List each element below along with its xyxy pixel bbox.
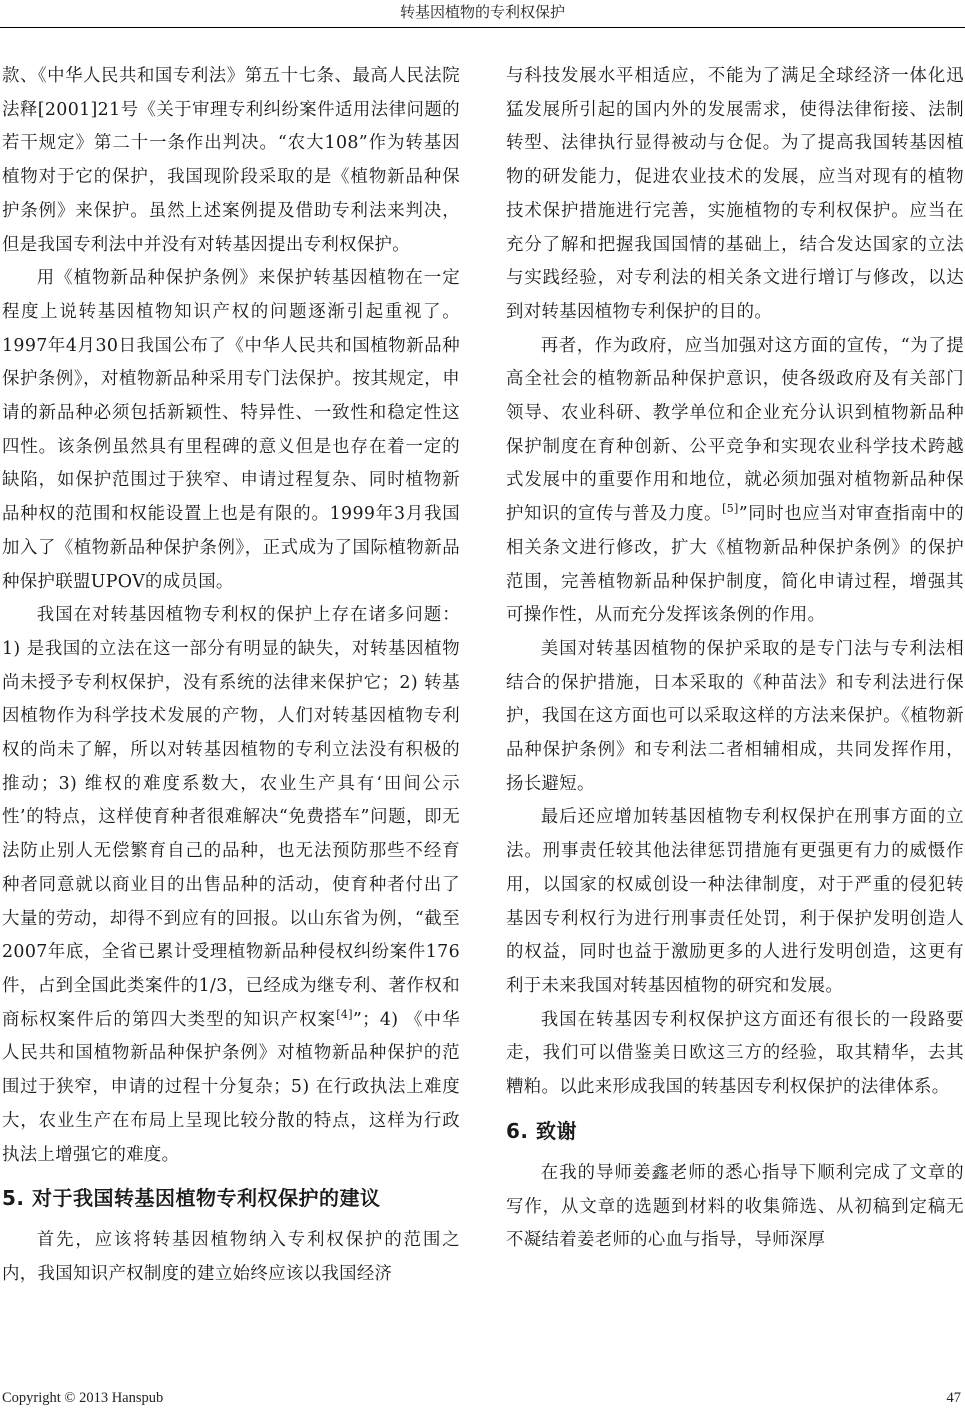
left-paragraph-3-text-a: 我国在对转基因植物专利权的保护上存在诸多问题：1) 是我国的立法在这一部分有明显的缺失，对转基因植物尚未授予专利权保护，没有系统的法律来保护它；2) 转基因植物作为科学技术发展的产物，人们对转基因植物专利权的尚未了解，所以对转基因植物的专利立法没有积极的推动；3) 维权的难度系数大，农业生产具有‘田间公示性’的特点，这样使育种者很难解决“免费搭车”问题，即无法防止别人无偿繁育自己的品种，也无法预防那些不经育种者同意就以商业目的出售品种的活动，使育种者付出了大量的劳动，却得不到应有的回报。以山东省为例，“截至2007年底，全省已累计受理植物新品种侵权纠纷案件176件，占到全国此类案件的1/3，已经成为继专利、著作权和商标权案件后的第四大类型的知识产权案 — [2, 605, 460, 1030]
header-rule — [0, 27, 965, 28]
right-paragraph-2-text-a: 再者，作为政府，应当加强对这方面的宣传，“为了提高全社会的植物新品种保护意识，使各级政府及有关部门领导、农业科研、教学单位和企业充分认识到植物新品种保护制度在育种创新、公平竞争和实现农业科学技术跨越式发展中的重要作用和地位，就必须加强对植物新品种保护知识的宣传与普及力度。 — [506, 335, 964, 525]
right-paragraph-6: 在我的导师姜鑫老师的悉心指导下顺利完成了文章的写作，从文章的选题到材料的收集筛选、从初稿到定稿无不凝结着姜老师的心血与指导，导师深厚 — [506, 1162, 964, 1251]
page-footer — [0, 1390, 965, 1414]
running-header-title: 转基因植物的专利权保护 — [399, 3, 565, 21]
left-paragraph-2: 用《植物新品种保护条例》来保护转基因植物在一定程度上说转基因植物知识产权的问题逐渐引起重视了。1997年4月30日我国公布了《中华人民共和国植物新品种保护条例》，对植物新品种采用专门法保护。按其规定，申请的新品种必须包括新颖性、特异性、一致性和稳定性这四性。该条例虽然具有里程碑的意义但是也存在着一定的缺陷，如保护范围过于狭窄、申请过程复杂、同时植物新品种权的范围和权能设置上也是有限的。1999年3月我国加入了《植物新品种保护条例》，正式成为了国际植物新品种保护联盟UPOV的成员国。 — [2, 268, 460, 592]
left-paragraph-3-text-b: ”；4) 《中华人民共和国植物新品种保护条例》对植物新品种保护的范围过于狭窄，申请的过程十分复杂；5) 在行政执法上难度大，农业生产在布局上呈现比较分散的特点，这样为行政执法上增强它的难度。 — [2, 1009, 460, 1165]
right-paragraph-2 — [506, 330, 964, 633]
footer-page-number: 47 — [946, 1390, 961, 1406]
section-6-heading: 6. 致谢 — [506, 1118, 577, 1143]
left-paragraph-3 — [2, 599, 460, 1172]
right-paragraph-2-text-b: ”同时也应当对审查指南中的相关条文进行修改，扩大《植物新品种保护条例》的保护范围，完善植物新品种保护制度，简化申请过程，增强其可操作性，从而充分发挥该条例的作用。 — [506, 504, 964, 626]
right-paragraph-1: 与科技发展水平相适应，不能为了满足全球经济一体化迅猛发展所引起的国内外的发展需求，使得法律衔接、法制转型、法律执行显得被动与仓促。为了提高我国转基因植物的研发能力，促进农业技术的发展，应当对现有的植物技术保护措施进行完善，实施植物的专利权保护。应当在充分了解和把握我国国情的基础上，结合发达国家的立法与实践经验，对专利法的相关条文进行增订与修改，以达到对转基因植物专利保护的目的。 — [506, 66, 964, 322]
right-paragraph-5: 我国在转基因专利权保护这方面还有很长的一段路要走，我们可以借鉴美日欧这三方的经验，取其精华，去其糟粕。以此来形成我国的转基因专利权保护的法律体系。 — [506, 1009, 964, 1098]
citation-4: [4] — [336, 1007, 353, 1021]
right-column — [506, 60, 964, 1258]
running-header — [0, 0, 965, 26]
right-paragraph-3: 美国对转基因植物的保护采取的是专门法与专利法相结合的保护措施，日本采取的《种苗法》和专利法进行保护，我国在这方面也可以采取这样的方法来保护。《植物新品种保护条例》和专利法二者相辅相成，共同发挥作用，扬长避短。 — [506, 638, 964, 794]
left-column — [2, 60, 460, 1292]
left-paragraph-4: 首先，应该将转基因植物纳入专利权保护的范围之内，我国知识产权制度的建立始终应该以我国经济 — [2, 1230, 460, 1284]
section-5-heading: 5. 对于我国转基因植物专利权保护的建议 — [2, 1186, 381, 1211]
left-paragraph-1: 款、《中华人民共和国专利法》第五十七条、最高人民法院法释[2001]21号《关于审理专利纠纷案件适用法律问题的若干规定》第二十一条作出判决。“农大108”作为转基因植物对于它的保护，我国现阶段采取的是《植物新品种保护条例》来保护。虽然上述案例提及借助专利法来判决，但是我国专利法中并没有对转基因提出专利权保护。 — [2, 66, 460, 255]
footer-copyright: Copyright © 2013 Hanspub — [2, 1390, 164, 1406]
right-paragraph-4: 最后还应增加转基因植物专利权保护在刑事方面的立法。刑事责任较其他法律惩罚措施有更强更有力的威慑作用，以国家的权威创设一种法律制度，对于严重的侵犯转基因专利权行为进行刑事责任处罚，利于保护发明创造人的权益，同时也益于激励更多的人进行发明创造，这更有利于未来我国对转基因植物的研究和发展。 — [506, 807, 964, 996]
citation-5: [5] — [722, 502, 739, 516]
